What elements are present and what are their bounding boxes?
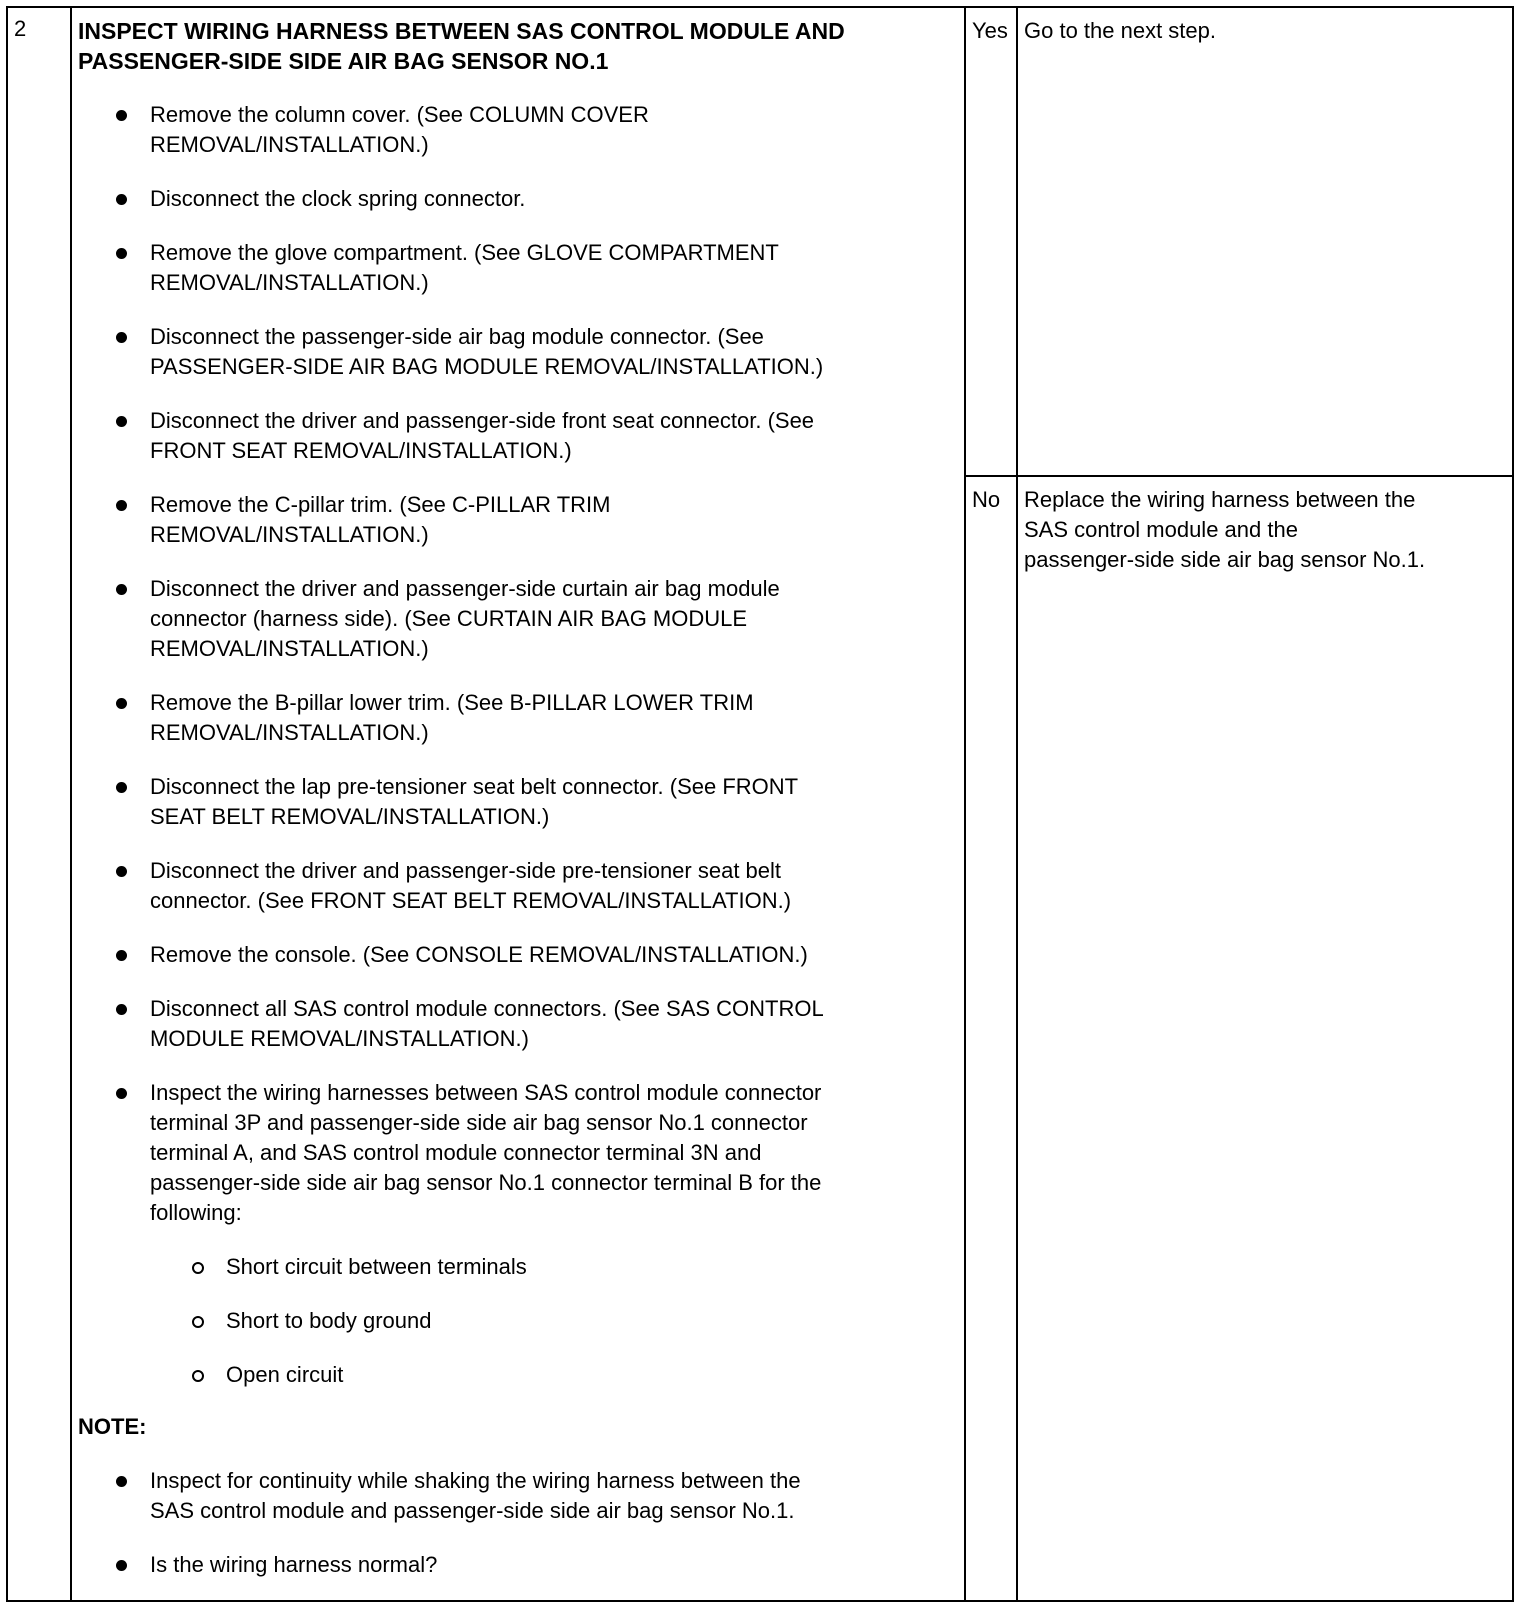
no-result: Replace the wiring harness between the SAS control module and the passenger-side side air bag sensor No.1. bbox=[1024, 487, 1426, 572]
action-item: Remove the glove compartment. (See GLOVE COMPARTMENT REMOVAL/INSTALLATION.) bbox=[72, 238, 964, 298]
action-item: Disconnect the lap pre-tensioner seat belt connector. (See FRONT SEAT BELT REMOVAL/INSTALLATION.) bbox=[72, 772, 964, 832]
step-title: INSPECT WIRING HARNESS BETWEEN SAS CONTROL MODULE AND PASSENGER-SIDE SIDE AIR BAG SENSOR NO.1 bbox=[78, 18, 845, 74]
bullet-icon bbox=[116, 1004, 127, 1015]
check-item: Open circuit bbox=[72, 1360, 964, 1390]
action-item: Remove the C-pillar trim. (See C-PILLAR TRIM REMOVAL/INSTALLATION.) bbox=[72, 490, 964, 550]
note-label: NOTE: bbox=[78, 1414, 147, 1439]
bullet-icon bbox=[116, 500, 127, 511]
bullet-icon bbox=[116, 1476, 127, 1487]
action-item: Remove the console. (See CONSOLE REMOVAL/INSTALLATION.) bbox=[72, 940, 964, 970]
action-item: Disconnect the clock spring connector. bbox=[72, 184, 964, 214]
note-item: Inspect for continuity while shaking the wiring harness between the SAS control module and passenger-side side air bag sensor No.1. bbox=[72, 1466, 964, 1526]
step-number: 2 bbox=[14, 16, 27, 41]
row-divider bbox=[1016, 475, 1514, 477]
circle-bullet-icon bbox=[192, 1262, 204, 1274]
circle-bullet-icon bbox=[192, 1316, 204, 1328]
action-item: Disconnect all SAS control module connectors. (See SAS CONTROL MODULE REMOVAL/INSTALLATION.) bbox=[72, 994, 964, 1054]
yes-result: Go to the next step. bbox=[1024, 18, 1217, 43]
inspect-item: Inspect the wiring harnesses between SAS control module connector terminal 3P and passenger-side side air bag sensor No.1 connector terminal A, and SAS control module connector terminal 3N and passenger-side side air bag sensor No.1 connector terminal B for the following: bbox=[72, 1078, 964, 1228]
action-item: Remove the column cover. (See COLUMN COVER REMOVAL/INSTALLATION.) bbox=[72, 100, 964, 160]
bullet-icon bbox=[116, 248, 127, 259]
note-list bbox=[72, 1466, 964, 1580]
yes-label: Yes bbox=[972, 18, 1008, 43]
circle-bullet-icon bbox=[192, 1370, 204, 1382]
bullet-icon bbox=[116, 332, 127, 343]
action-item: Disconnect the driver and passenger-side pre-tensioner seat belt connector. (See FRONT SEAT BELT REMOVAL/INSTALLATION.) bbox=[72, 856, 964, 916]
action-item: Disconnect the driver and passenger-side curtain air bag module connector (harness side). (See CURTAIN AIR BAG MODULE REMOVAL/INSTALLATION.) bbox=[72, 574, 964, 664]
step-number-cell bbox=[7, 7, 71, 1601]
bullet-icon bbox=[116, 584, 127, 595]
no-label: No bbox=[972, 487, 1001, 512]
bullet-icon bbox=[116, 782, 127, 793]
action-item: Remove the B-pillar lower trim. (See B-PILLAR LOWER TRIM REMOVAL/INSTALLATION.) bbox=[72, 688, 964, 748]
bullet-icon bbox=[116, 866, 127, 877]
bullet-icon bbox=[116, 110, 127, 121]
bullet-icon bbox=[116, 950, 127, 961]
bullet-icon bbox=[116, 194, 127, 205]
inspection-table bbox=[6, 6, 1514, 1602]
action-item: Disconnect the driver and passenger-side front seat connector. (See FRONT SEAT REMOVAL/INSTALLATION.) bbox=[72, 406, 964, 466]
result-cell bbox=[1017, 7, 1513, 1601]
action-cell bbox=[71, 7, 965, 1601]
note-item: Is the wiring harness normal? bbox=[72, 1550, 964, 1580]
check-list bbox=[72, 1252, 964, 1390]
check-item: Short to body ground bbox=[72, 1306, 964, 1336]
check-item: Short circuit between terminals bbox=[72, 1252, 964, 1282]
bullet-icon bbox=[116, 1560, 127, 1571]
bullet-icon bbox=[116, 1088, 127, 1099]
bullet-icon bbox=[116, 698, 127, 709]
action-item: Disconnect the passenger-side air bag module connector. (See PASSENGER-SIDE AIR BAG MODULE REMOVAL/INSTALLATION.) bbox=[72, 322, 964, 382]
answer-cell bbox=[965, 7, 1017, 1601]
row-divider bbox=[964, 475, 1018, 477]
action-list bbox=[72, 100, 964, 1228]
bullet-icon bbox=[116, 416, 127, 427]
